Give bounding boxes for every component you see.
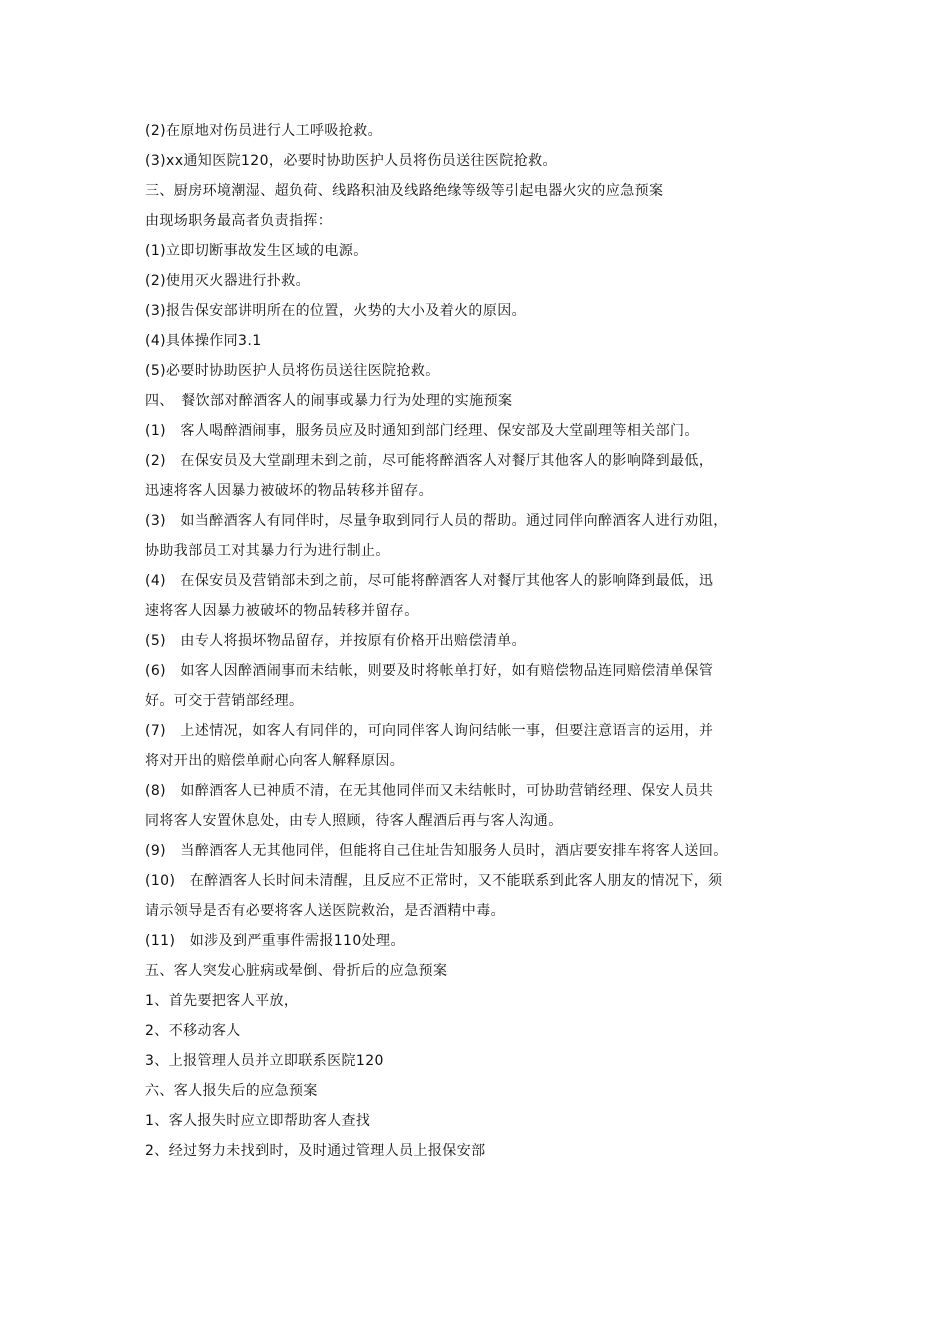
text-line: 3、上报管理人员并立即联系医院120 [145,1053,384,1069]
text-line: 迅速将客人因暴力被破坏的物品转移并留存。 [145,483,433,499]
text-line: (5)必要时协助医护人员将伤员送往医院抢救。 [145,363,440,379]
text-line: 协助我部员工对其暴力行为进行制止。 [145,543,390,559]
text-line: (10) 在醉酒客人长时间未清醒，且反应不正常时，又不能联系到此客人朋友的情况下，须 [145,873,723,889]
text-line: (2)使用灭火器进行扑救。 [145,273,311,289]
document-body [145,116,815,1166]
text-line: (2)在原地对伤员进行人工呼吸抢救。 [145,123,383,139]
text-line: 1、客人报失时应立即帮助客人查找 [145,1113,371,1129]
text-line: (1) 客人喝醉酒闹事，服务员应及时通知到部门经理、保安部及大堂副理等相关部门。 [145,423,699,439]
text-line: 2、不移动客人 [145,1023,241,1039]
text-line: (7) 上述情况，如客人有同伴的，可向同伴客人询问结帐一事，但要注意语言的运用，并 [145,723,714,739]
section-heading: 五、客人突发心脏病或晕倒、骨折后的应急预案 [145,963,448,979]
text-line: 将对开出的赔偿单耐心向客人解释原因。 [145,753,405,769]
text-line: 2、经过努力未找到时，及时通过管理人员上报保安部 [145,1143,486,1159]
section-heading: 四、 餐饮部对醉酒客人的闹事或暴力行为处理的实施预案 [145,393,513,409]
text-line: (2) 在保安员及大堂副理未到之前，尽可能将醉酒客人对餐厅其他客人的影响降到最低， [145,453,714,469]
text-line: (9) 当醉酒客人无其他同伴，但能将自己住址告知服务人员时，酒店要安排车将客人送回。 [145,843,728,859]
text-line: (3)xx通知医院120，必要时协助医护人员将伤员送往医院抢救。 [145,153,557,169]
section-heading: 三、厨房环境潮湿、超负荷、线路积油及线路绝缘等级等引起电器火灾的应急预案 [145,183,664,199]
text-line: 1、首先要把客人平放， [145,993,299,1009]
text-line: (8) 如醉酒客人已神质不清，在无其他同伴而又未结帐时，可协助营销经理、保安人员共 [145,783,714,799]
text-line: (4) 在保安员及营销部未到之前，尽可能将醉酒客人对餐厅其他客人的影响降到最低，迅 [145,573,714,589]
text-line: (6) 如客人因醉酒闹事而未结帐，则要及时将帐单打好，如有赔偿物品连同赔偿清单保管 [145,663,714,679]
text-line: (3) 如当醉酒客人有同伴时，尽量争取到同行人员的帮助。通过同伴向醉酒客人进行劝阻， [145,513,728,529]
text-line: 速将客人因暴力被破坏的物品转移并留存。 [145,603,419,619]
text-line: (11) 如涉及到严重事件需报110处理。 [145,933,405,949]
text-line: 同将客人安置休息处，由专人照顾，待客人醒酒后再与客人沟通。 [145,813,563,829]
text-line: (1)立即切断事故发生区域的电源。 [145,243,368,259]
text-line: 好。可交于营销部经理。 [145,693,304,709]
text-line: 请示领导是否有必要将客人送医院救治，是否酒精中毒。 [145,903,505,919]
text-line: 由现场职务最高者负责指挥： [145,213,333,229]
text-line: (4)具体操作同3.1 [145,333,262,349]
text-line: (5) 由专人将损坏物品留存，并按原有价格开出赔偿清单。 [145,633,527,649]
text-line: (3)报告保安部讲明所在的位置，火势的大小及着火的原因。 [145,303,527,319]
section-heading: 六、客人报失后的应急预案 [145,1083,318,1099]
